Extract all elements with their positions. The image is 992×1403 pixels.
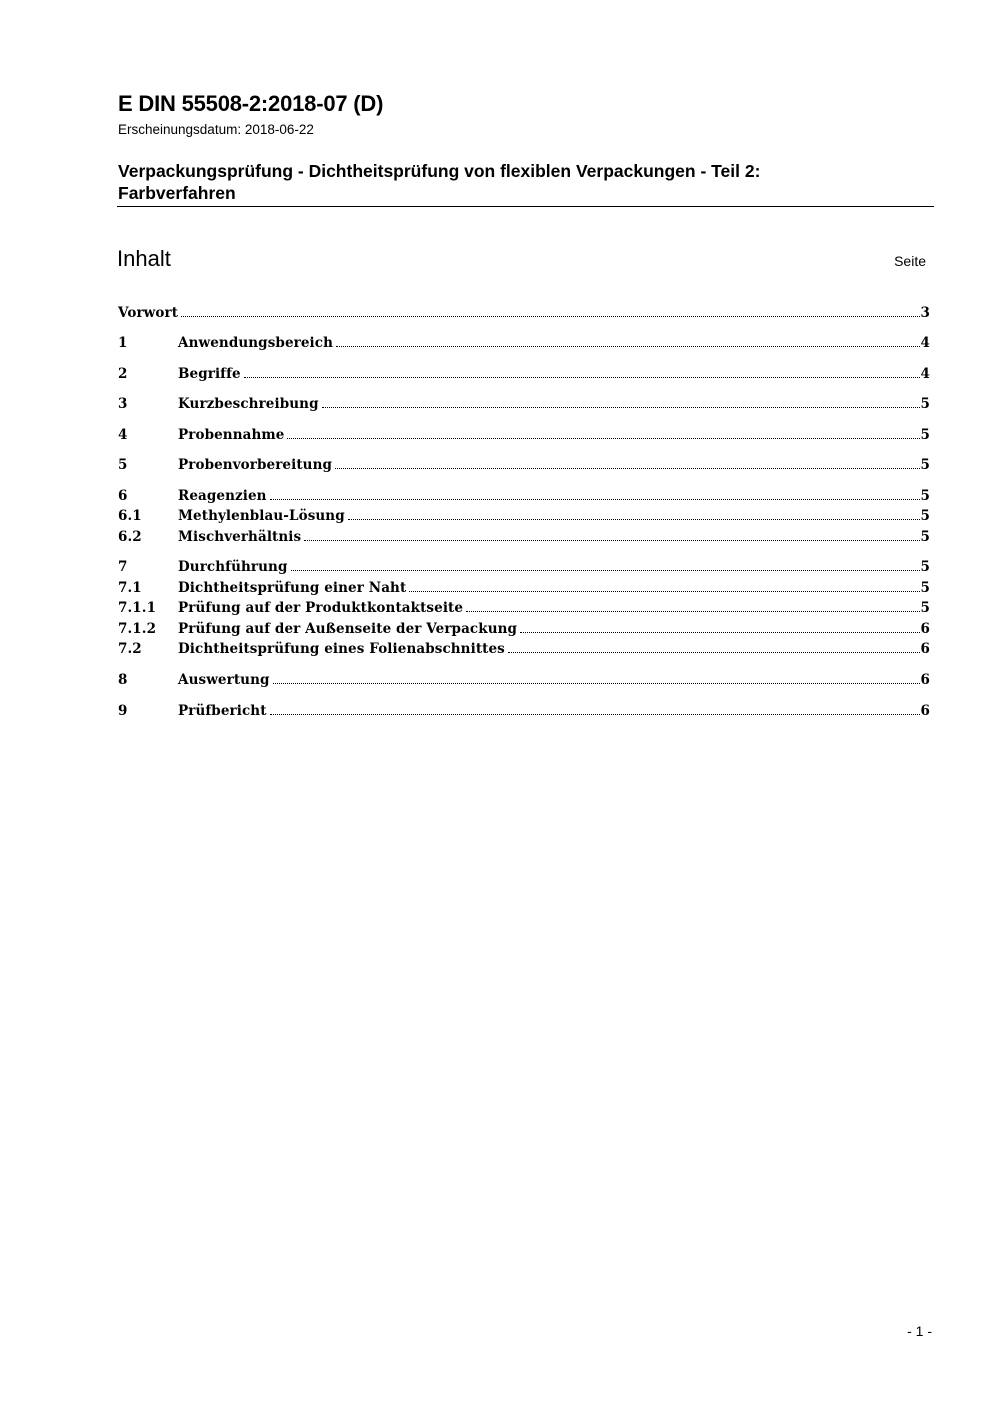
toc-entry-title: Methylenblau-Lösung — [178, 508, 345, 524]
toc-entry-number: 7 — [118, 559, 128, 575]
toc-entry-title: Kurzbeschreibung — [178, 396, 319, 412]
toc-entry-number: 6.1 — [118, 508, 142, 524]
toc-entry-page: 5 — [920, 559, 930, 575]
toc-entry-3[interactable] — [118, 395, 930, 413]
toc-entry-page: 5 — [920, 457, 930, 473]
toc-leader-dots — [291, 570, 920, 571]
toc-entry-6[interactable] — [118, 487, 930, 505]
toc-leader-dots — [466, 611, 919, 612]
toc-entry-number: 5 — [118, 457, 128, 473]
toc-entry-7-2[interactable] — [118, 640, 930, 658]
toc-page-column-label: Seite — [894, 253, 926, 269]
toc-entry-number: 2 — [118, 366, 128, 382]
toc-entry-page: 6 — [920, 641, 930, 657]
toc-entry-number: 6 — [118, 488, 128, 504]
document-id: E DIN 55508-2:2018-07 (D) — [118, 91, 384, 116]
toc-entry-7-1-2[interactable] — [118, 620, 930, 638]
toc-entry-page: 4 — [920, 335, 930, 351]
toc-entry-8[interactable] — [118, 671, 930, 689]
toc-entry-number: 7.1 — [118, 580, 142, 596]
document-title-line-1: Verpackungsprüfung - Dichtheitsprüfung von flexiblen Verpackungen - Teil 2: — [118, 161, 761, 181]
toc-entry-7-1[interactable] — [118, 579, 930, 597]
toc-leader-dots — [270, 714, 920, 715]
toc-entry-7[interactable] — [118, 558, 930, 576]
toc-entry-title: Prüfung auf der Außenseite der Verpackung — [178, 621, 518, 637]
toc-entry-number: 3 — [118, 396, 128, 412]
toc-entry-page: 3 — [920, 305, 930, 321]
toc-entry-title: Auswertung — [178, 672, 270, 688]
toc-entry-page: 6 — [920, 621, 930, 637]
toc-entry-number: 7.1.1 — [118, 600, 157, 616]
toc-entry-6-2[interactable] — [118, 528, 930, 546]
toc-entry-title: Vorwort — [118, 305, 179, 321]
toc-entry-title: Reagenzien — [178, 488, 267, 504]
toc-leader-dots — [508, 652, 920, 653]
toc-entry-page: 4 — [920, 366, 930, 382]
toc-entry-9[interactable] — [118, 702, 930, 720]
toc-entry-title: Probenvorbereitung — [178, 457, 333, 473]
toc-entry-number: 4 — [118, 427, 128, 443]
title-divider — [117, 206, 934, 207]
toc-entry-page: 5 — [920, 600, 930, 616]
toc-entry-title: Dichtheitsprüfung eines Folienabschnittes — [178, 641, 505, 657]
toc-leader-dots — [336, 346, 919, 347]
toc-entry-page: 5 — [920, 488, 930, 504]
toc-heading: Inhalt — [117, 246, 171, 271]
toc-entry-number: 7.1.2 — [118, 621, 157, 637]
page-number: - 1 - — [907, 1323, 932, 1339]
publication-date: Erscheinungsdatum: 2018-06-22 — [118, 122, 314, 137]
toc-entry-vorwort[interactable] — [118, 304, 930, 322]
toc-leader-dots — [304, 540, 919, 541]
toc-entry-title: Prüfung auf der Produktkontaktseite — [178, 600, 464, 616]
toc-entry-1[interactable] — [118, 334, 930, 352]
toc-entry-title: Dichtheitsprüfung einer Naht — [178, 580, 407, 596]
toc-leader-dots — [335, 468, 919, 469]
toc-entry-number: 1 — [118, 335, 128, 351]
toc-entry-title: Prüfbericht — [178, 703, 267, 719]
toc-entry-number: 9 — [118, 703, 128, 719]
toc-leader-dots — [273, 683, 920, 684]
document-title-line-2: Farbverfahren — [118, 183, 236, 203]
toc-entry-title: Durchführung — [178, 559, 288, 575]
toc-leader-dots — [322, 407, 920, 408]
toc-entry-page: 6 — [920, 672, 930, 688]
toc-leader-dots — [287, 438, 919, 439]
toc-entry-title: Begriffe — [178, 366, 241, 382]
toc-leader-dots — [409, 591, 919, 592]
toc-entry-title: Probennahme — [178, 427, 285, 443]
toc-entry-5[interactable] — [118, 456, 930, 474]
toc-entry-7-1-1[interactable] — [118, 599, 930, 617]
toc-entry-title: Mischverhältnis — [178, 529, 302, 545]
document-title — [118, 160, 934, 204]
toc-entry-title: Anwendungsbereich — [178, 335, 334, 351]
toc-entry-6-1[interactable] — [118, 507, 930, 525]
toc-leader-dots — [270, 499, 920, 500]
toc-leader-dots — [520, 632, 919, 633]
toc-entry-number: 8 — [118, 672, 128, 688]
toc-entry-page: 5 — [920, 396, 930, 412]
toc-leader-dots — [181, 316, 919, 317]
toc-entry-page: 6 — [920, 703, 930, 719]
toc-entry-number: 6.2 — [118, 529, 142, 545]
toc-entry-4[interactable] — [118, 426, 930, 444]
toc-entry-page: 5 — [920, 529, 930, 545]
toc-entry-page: 5 — [920, 580, 930, 596]
toc-leader-dots — [244, 377, 920, 378]
toc-leader-dots — [348, 519, 920, 520]
toc-entry-page: 5 — [920, 508, 930, 524]
toc-entry-2[interactable] — [118, 365, 930, 383]
toc-entry-page: 5 — [920, 427, 930, 443]
toc-entry-number: 7.2 — [118, 641, 142, 657]
